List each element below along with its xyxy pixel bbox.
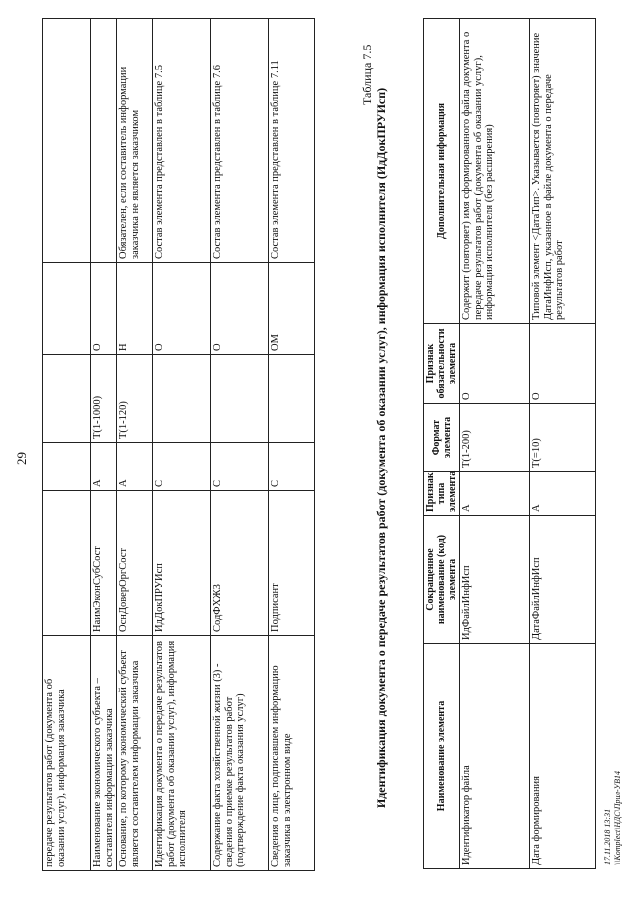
table-cell: Т(=10) [530, 404, 596, 472]
table-cell: О [153, 263, 211, 355]
table-cell: Основание, по которому экономический субъект является составителем информации заказчика [117, 636, 153, 871]
table-row [530, 19, 596, 869]
column-header: Дополнительная информация [424, 19, 460, 324]
table-cell: Идентификатор файла [460, 644, 530, 869]
lower-table [423, 18, 596, 869]
column-header: Наименование элемента [424, 644, 460, 869]
upper-table [42, 18, 315, 871]
table-cell: НаимЭконСубСост [91, 491, 117, 636]
table-cell [211, 355, 269, 443]
table-cell: Идентификация документа о передаче результатов работ (документа об оказании услуг), информация исполнителя [153, 636, 211, 871]
table-cell: ОМ [269, 263, 315, 355]
table-cell: ИдФайлИнфИсп [460, 516, 530, 644]
table-cell: Состав элемента представлен в таблице 7.5 [153, 19, 211, 263]
table-cell: Подписант [269, 491, 315, 636]
table-cell: ИдДокПРУИсп [153, 491, 211, 636]
table-cell: ОснДоверОргСост [117, 491, 153, 636]
table-cell: передаче результатов работ (документа об оказании услуг), информация заказчика [43, 636, 91, 871]
table-cell: Типовой элемент <ДатаТип>. Указывается (повторяет) значение ДатаИнфИсп, указанное в файле документа о передаче результатов работ [530, 19, 596, 324]
table-cell: А [460, 472, 530, 516]
table-cell: С [153, 443, 211, 491]
table-cell: Наименование экономического субъекта – составителя информации заказчика [91, 636, 117, 871]
table-cell [43, 443, 91, 491]
footer [603, 771, 623, 865]
header-row [424, 19, 460, 869]
table-cell: Содержит (повторяет) имя сформированного файла документа о передаче результатов работ (документа об оказании услуг), информация исполнителя (без расширения) [460, 19, 530, 324]
table-row [153, 19, 211, 871]
table-cell: А [91, 443, 117, 491]
table-cell [43, 355, 91, 443]
table-cell: Т(1-1000) [91, 355, 117, 443]
footer-path: \\Komplect\HДС\Прил-УВ14 [613, 771, 622, 865]
table-cell: С [269, 443, 315, 491]
column-header: Признак типа элемента [424, 472, 460, 516]
table-cell: СодФХЖ3 [211, 491, 269, 636]
table-cell: Т(1-120) [117, 355, 153, 443]
page-number: 29 [14, 452, 29, 465]
table-cell: Дата формирования [530, 644, 596, 869]
table-cell: А [117, 443, 153, 491]
table-cell [269, 355, 315, 443]
table-cell: Т(1-200) [460, 404, 530, 472]
column-header: Формат элемента [424, 404, 460, 472]
table-row [460, 19, 530, 869]
column-header: Признак обязательности элемента [424, 324, 460, 404]
table-cell [43, 263, 91, 355]
table-cell: О [530, 324, 596, 404]
footer-date: 17.11.2018 13:31 [603, 808, 612, 865]
table-row [269, 19, 315, 871]
table-cell: О [211, 263, 269, 355]
table-cell: С [211, 443, 269, 491]
table-row [91, 19, 117, 871]
table-cell: Состав элемента представлен в таблице 7.6 [211, 19, 269, 263]
table-cell: О [91, 263, 117, 355]
column-header: Сокращенное наименование (код) элемента [424, 516, 460, 644]
table-label: Таблица 7.5 [360, 44, 374, 105]
table-cell [43, 491, 91, 636]
table-cell: Сведения о лице, подписавшем информацию заказчика в электронном виде [269, 636, 315, 871]
table-cell: А [530, 472, 596, 516]
table-row [117, 19, 153, 871]
table-row [43, 19, 91, 871]
table-cell: ДатаФайлИнфИсп [530, 516, 596, 644]
table-cell: Обязателен, если составитель информации заказчика не является заказчиком [117, 19, 153, 263]
table-row [211, 19, 269, 871]
table-cell [153, 355, 211, 443]
table-cell: О [460, 324, 530, 404]
table-title: Идентификация документа о передаче результатов работ (документа об оказании услуг), информация исполнителя (ИдДокПРУИсп) [374, 87, 388, 809]
table-cell: Н [117, 263, 153, 355]
table-cell: Состав элемента представлен в таблице 7.11 [269, 19, 315, 263]
table-cell [43, 19, 91, 263]
table-cell [91, 19, 117, 263]
table-cell: Содержание факта хозяйственной жизни (3) - сведения о приемке результатов работ (подтверждение факта оказания услуг) [211, 636, 269, 871]
